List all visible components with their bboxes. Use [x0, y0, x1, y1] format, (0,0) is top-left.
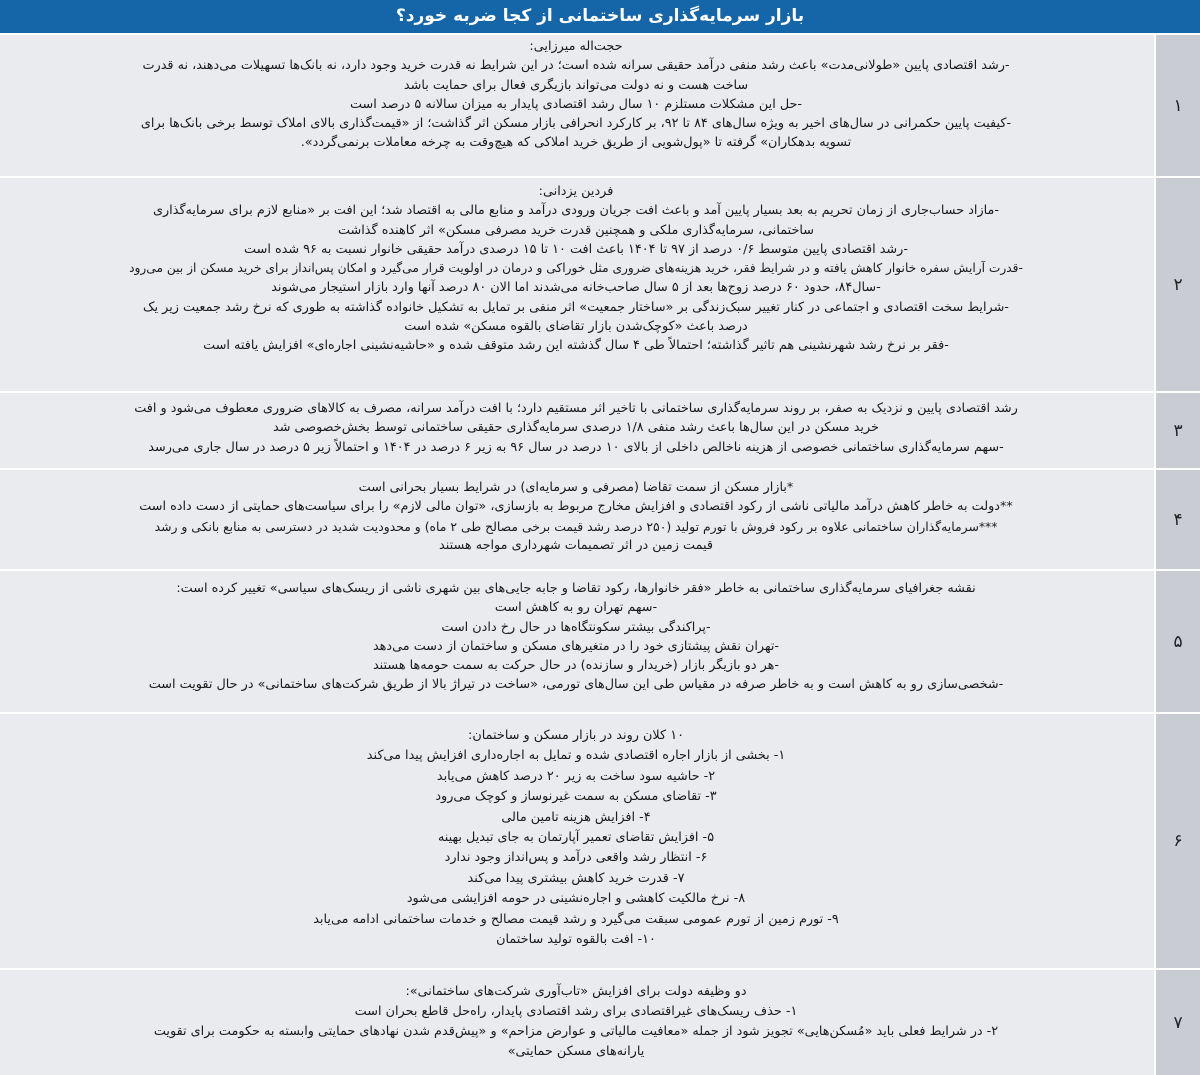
- text-line: -حل این مشکلات مستلزم ۱۰ سال رشد اقتصادی پایدار به میزان سالانه ۵ درصد است: [349, 96, 803, 112]
- text-line: ۴- افزایش هزینه تامین مالی: [501, 809, 651, 825]
- text-line: یارانه‌های مسکن حمایتی»: [507, 1044, 645, 1059]
- text-line: -تهران نقش پیشتازی خود را در متغیرهای مسکن و ساختمان از دست می‌دهد: [372, 638, 780, 654]
- text-line: -هر دو بازیگر بازار (خریدار و سازنده) در حال حرکت به سمت حومه‌ها هستند: [372, 658, 780, 674]
- text-line: ۱۰- افت بالقوه تولید ساختمان: [496, 932, 656, 948]
- text-line: ۲- حاشیه سود ساخت به زیر ۲۰ درصد کاهش می‌یابد: [436, 768, 716, 784]
- text-line: -شرایط سخت اقتصادی و اجتماعی در کنار تغییر سبک‌زندگی بر «ساختار جمعیت» اثر منفی بر تمایل به تشکیل خانواده گذاشته به طوری که نرخ رشد جمعیت زیر یک: [143, 299, 1009, 315]
- row-number: ۲: [1156, 178, 1200, 391]
- table-row-7: [0, 970, 1200, 1075]
- row-text: [0, 470, 1154, 569]
- text-line: حجت‌اله میرزایی:: [529, 39, 623, 54]
- text-line: -پراکندگی بیشتر سکونتگاه‌ها در حال رخ دادن است: [441, 619, 711, 635]
- text-line: **دولت به خاطر کاهش درآمد مالیاتی ناشی از رکود اقتصادی و افزایش مخارج مربوط به بازسازی، «توان مالی لازم» را برای سیاست‌های حمایتی از دست داده است: [139, 499, 1013, 515]
- text-line: *بازار مسکن از سمت تقاضا (مصرفی و سرمایه‌ای) در شرایط بسیار بحرانی است: [358, 480, 794, 495]
- text-line: -سهم سرمایه‌گذاری ساختمانی خصوصی از هزینه ناخالص داخلی از بالای ۱۰ درصد در سال ۹۶ به زیر ۶ درصد در ۱۴۰۴ و احتمالاً زیر ۵ درصد در سال جاری می‌رسد: [148, 439, 1004, 455]
- text-line: -رشد اقتصادی پایین متوسط ۰/۶ درصد از ۹۷ تا ۱۴۰۴ باعث افت ۱۰ تا ۱۵ درصدی درآمد حقیقی خانوار نسبت به ۹۶ شده است: [244, 241, 908, 257]
- text-line: ۱- بخشی از بازار اجاره اقتصادی شده و تمایل به اجاره‌داری افزایش پیدا می‌کند: [366, 748, 786, 764]
- text-line: ۵- افزایش تقاضای تعمیر آپارتمان به جای تبدیل بهینه: [437, 830, 715, 846]
- table-row-3: [0, 393, 1200, 468]
- row-number: ۴: [1156, 470, 1200, 569]
- text-line: -فقر بر نرخ رشد شهرنشینی هم تاثیر گذاشته؛ احتمالاً طی ۴ سال گذشته این رشد متوقف شده و «حاشیه‌نشینی اجاره‌ای» افزایش یافته است: [203, 338, 949, 354]
- text-line: ***سرمایه‌گذاران ساختمانی علاوه بر رکود فروش با تورم تولید (۲۵۰ درصد رشد قیمت برخی مصالح طی ۲ ماه) و محدودیت شدید در دسترسی به منابع بانکی و رشد: [154, 518, 998, 534]
- row-number: ۱: [1156, 35, 1200, 176]
- table-row-4: [0, 470, 1200, 569]
- text-line: درصد باعث «کوچک‌شدن بازار تقاضای بالقوه مسکن» شده است: [404, 319, 748, 335]
- table-row-6: [0, 714, 1200, 968]
- text-line: -سهم تهران رو به کاهش است: [494, 600, 658, 616]
- text-line: -رشد اقتصادی پایین «طولانی‌مدت» باعث رشد منفی درآمد حقیقی سرانه شده است؛ در این شرایط نه قدرت خرید وجود دارد، نه بانک‌ها تسهیلات می‌دهند، نه قدرت: [142, 58, 1010, 74]
- text-line: ۷- قدرت خرید کاهش بیشتری پیدا می‌کند: [467, 870, 685, 886]
- text-line: -شخصی‌سازی رو به کاهش است و به خاطر صرفه در مقیاس طی این سال‌های تورمی، «ساخت در تیراژ بالا از طریق شرکت‌های ساختمانی» در حال تقویت است: [148, 677, 1004, 693]
- row-number: ۷: [1156, 970, 1200, 1075]
- text-line: ۲- در شرایط فعلی باید «مُسکن‌هایی» تجویز شود از جمله «معافیت مالیاتی و عوارض مزاحم» و «پیش‌قدم شدن نهادهای حمایتی وابسته به حکومت برای تقویت: [153, 1024, 999, 1039]
- text-line: ۶- انتظار رشد واقعی درآمد و پس‌انداز وجود ندارد: [444, 850, 708, 866]
- row-number: ۵: [1156, 571, 1200, 712]
- text-line: ۱- حذف ریسک‌های غیراقتصادی برای رشد اقتصادی پایدار، راه‌حل قاطع بحران است: [354, 1004, 798, 1019]
- row-text: [0, 571, 1154, 712]
- row-text: [0, 393, 1154, 468]
- row-text: [0, 178, 1154, 391]
- text-line: ساخت هست و نه دولت می‌تواند بازیگری فعال برای حمایت باشد: [403, 77, 749, 93]
- text-line: رشد اقتصادی پایین و نزدیک به صفر، بر روند سرمایه‌گذاری ساختمانی با تاخیر اثر مستقیم دارد؛ با افت درآمد سرانه، مصرف به کالاهای ضروری معطوف می‌شود و افت: [134, 401, 1018, 416]
- text-line: ۹- تورم زمین از تورم عمومی سبقت می‌گیرد و رشد قیمت مصالح و خدمات ساختمانی ادامه می‌یابد: [313, 911, 839, 927]
- row-number: ۶: [1156, 714, 1200, 968]
- text-line: دو وظیفه دولت برای افزایش «تاب‌آوری شرکت‌های ساختمانی»:: [405, 984, 747, 999]
- text-line: -قدرت آرایش سفره خانوار کاهش یافته و در شرایط فقر، خرید هزینه‌های ضروری مثل خوراکی و درمان در اولویت قرار می‌گیرد و امکان پس‌انداز برای خرید مسکن از بین می‌رود: [129, 261, 1023, 276]
- text-line: ۱۰ کلان روند در بازار مسکن و ساختمان:: [468, 728, 684, 743]
- text-line: فردین یزدانی:: [538, 184, 614, 199]
- table-row-1: [0, 35, 1200, 176]
- text-line: تسویه بدهکاران» گرفته تا «پول‌شویی از طریق خرید املاکی که هیچ‌وقت به چرخه معاملات برنمی‌گردد».: [300, 135, 852, 151]
- text-line: -مازاد حساب‌جاری از زمان تحریم به بعد بسیار پایین آمد و باعث افت جریان ورودی درآمد و منابع مالی به اقتصاد شد؛ این افت بر «منابع لازم برای سرمایه‌گذاری: [152, 203, 1000, 219]
- text-line: -کیفیت پایین حکمرانی در سال‌های اخیر به ویژه سال‌های ۸۴ تا ۹۲، بر کارکرد انحرافی بازار مسکن اثر گذاشت؛ از «قیمت‌گذاری بالای املاک توسط برخی بانک‌ها برای: [140, 116, 1012, 132]
- text-line: -سال۸۴، حدود ۶۰ درصد زوج‌ها بعد از ۵ سال صاحب‌خانه می‌شدند اما الان ۸۰ درصد آنها وارد بازار استیجار می‌شوند: [271, 280, 881, 296]
- text-line: خرید مسکن در این سال‌ها باعث رشد منفی ۱/۸ درصدی سرمایه‌گذاری حقیقی ساختمانی توسط بخش‌خصوصی شد: [273, 420, 879, 436]
- text-line: قیمت زمین در اثر تصمیمات شهرداری مواجه هستند: [439, 537, 713, 553]
- text-line: ساختمانی، سرمایه‌گذاری ملکی و همچنین قدرت خرید مصرفی مسکن» اثر کاهنده گذاشت: [337, 222, 815, 238]
- row-text: [0, 35, 1154, 176]
- text-line: ۸- نرخ مالکیت کاهشی و اجاره‌نشینی در حومه افزایشی می‌شود: [406, 891, 746, 907]
- page-title: بازار سرمایه‌گذاری ساختمانی از کجا ضربه خورد؟: [0, 0, 1200, 33]
- text-line: ۳- تقاضای مسکن به سمت غیرنوساز و کوچک می‌رود: [435, 789, 717, 805]
- table-row-2: [0, 178, 1200, 391]
- row-number: ۳: [1156, 393, 1200, 468]
- text-line: نقشه جغرافیای سرمایه‌گذاری ساختمانی به خاطر «فقر خانوارها، رکود تقاضا و جابه جایی‌های بین شهری ناشی از ریسک‌های سیاسی» تغییر کرده است:: [176, 581, 976, 596]
- table-row-5: [0, 571, 1200, 712]
- row-text: [0, 970, 1154, 1075]
- row-text: [0, 714, 1154, 968]
